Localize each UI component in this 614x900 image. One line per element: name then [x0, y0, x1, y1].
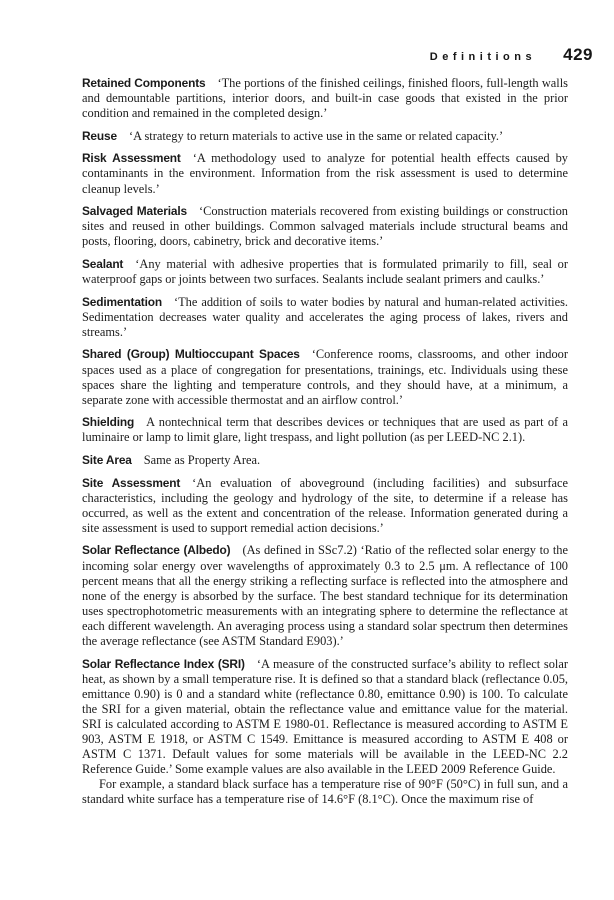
- definition-term: Sealant: [82, 256, 124, 271]
- definition-entry-salvaged-materials: [82, 204, 568, 249]
- definition-text: ‘A methodology used to analyze for potential health effects caused by contaminants in the environment. Information from the risk assessment is used to determine cleanup levels.’: [82, 151, 568, 196]
- definition-text: ‘Conference rooms, classrooms, and other indoor spaces used as a place of congregation for presentations, trainings, etc. Individuals using these spaces share the lighting and temperature controls, and they should have, at a minimum, a separate zone with accessible thermostat and an airflow control.’: [82, 347, 568, 407]
- definition-text: ‘A strategy to return materials to active use in the same or related capacity.’: [128, 128, 504, 143]
- definition-text: (As defined in SSc7.2) ‘Ratio of the reflected solar energy to the incoming solar energy over wavelengths of approximately 0.3 to 2.5 μm. A reflectance of 100 percent means that all the energy striking a reflecting surface is reflected into the atmosphere and none of the energy is absorbed by the surface. The best standard technique for its determination uses spectrophotometric measurements with an integrating sphere to determine the reflectance at each different wavelength. An averaging process using a standard solar spectrum then determines the average reflectance (see ASTM Standard E903).’: [82, 543, 568, 648]
- definition-paragraph: [82, 453, 568, 468]
- definition-paragraph: [82, 347, 568, 407]
- definition-paragraph: [82, 257, 568, 287]
- definition-entry-retained-components: [82, 76, 568, 121]
- definition-paragraph: [82, 415, 568, 445]
- definition-term: Retained Components: [82, 76, 206, 90]
- definition-entry-shared-multioccupant-spaces: [82, 347, 568, 407]
- definition-entry-site-assessment: [82, 476, 568, 536]
- definition-text: ‘Construction materials recovered from existing buildings or construction sites and reused in other buildings. Common salvaged materials include structural beams and posts, flooring, doors, cabinetry, brick and decorative items.’: [82, 204, 568, 249]
- definition-text: ‘The portions of the finished ceilings, finished floors, full-length walls and demountable partitions, interior doors, and built-in case goods that existed in the prior condition and remained in the completed design.’: [82, 76, 569, 121]
- definitions-list: [82, 76, 568, 808]
- definition-entry-sedimentation: [82, 295, 568, 340]
- definition-paragraph: [82, 543, 568, 649]
- definition-entry-sealant: [82, 257, 568, 287]
- definition-entry-shielding: [82, 415, 568, 445]
- definition-paragraph: [82, 76, 568, 121]
- page-number: 429: [563, 45, 593, 64]
- definition-term: Salvaged Materials: [82, 204, 187, 219]
- definition-term: Shared (Group) Multioccupant Spaces: [82, 347, 300, 362]
- definition-continuation-paragraph: For example, a standard black surface has a temperature rise of 90°F (50°C) in full sun, and a standard white surface has a temperature rise of 14.6°F (8.1°C). Once the maximum rise of: [82, 777, 568, 807]
- definition-text: ‘The addition of soils to water bodies by natural and human-related activities. Sedimentation decreases water quality and accelerates the aging process of lakes, rivers and streams.’: [82, 294, 568, 339]
- definition-text: ‘A measure of the constructed surface’s ability to reflect solar heat, as shown by a small temperature rise. It is defined so that a standard black (reflectance 0.05, emittance 0.90) is 0 and a standard white (reflectance 0.80, emittance 0.90) is 100. To calculate the SRI for a given material, obtain the reflectance value and emittance value for the material. SRI is calculated according to ASTM E 1980-01. Reflectance is measured according to ASTM E 903, ASTM E 1918, or ASTM C 1549. Emittance is measured according to ASTM E 408 or ASTM C 1371. Default values for some materials will be available in the LEED-NC 2.2 Reference Guide.’ Some example values are also available in the LEED 2009 Reference Guide.: [82, 656, 568, 777]
- definition-paragraph: [82, 129, 568, 144]
- definition-term: Sedimentation: [82, 294, 162, 309]
- definition-term: Site Assessment: [82, 475, 181, 490]
- running-header: [82, 45, 593, 65]
- definition-entry-solar-reflectance-index: [82, 657, 568, 808]
- section-title: Definitions: [429, 51, 537, 63]
- definition-paragraph: [82, 476, 568, 536]
- definition-entry-site-area: [82, 453, 568, 468]
- definition-entry-solar-reflectance-albedo: [82, 543, 568, 649]
- definition-paragraph: [82, 204, 568, 249]
- definition-text: ‘Any material with adhesive properties that is formulated primarily to fill, seal or waterproof gaps or joints between two surfaces. Sealants include sealant primers and caulks.’: [82, 256, 568, 287]
- definition-term: Reuse: [82, 128, 117, 143]
- definition-paragraph: [82, 657, 568, 778]
- definition-entry-reuse: [82, 129, 568, 144]
- definition-term: Site Area: [82, 452, 132, 467]
- definition-entry-risk-assessment: [82, 151, 568, 196]
- definition-paragraph: [82, 151, 568, 196]
- definition-term: Solar Reflectance (Albedo): [82, 543, 231, 558]
- definition-term: Risk Assessment: [82, 151, 181, 166]
- definition-term: Solar Reflectance Index (SRI): [82, 656, 245, 671]
- definition-text: Same as Property Area.: [143, 452, 261, 467]
- definition-text: A nontechnical term that describes devices or techniques that are used as part of a luminaire or lamp to limit glare, light trespass, and light pollution (as per LEED-NC 2.1).: [82, 415, 568, 445]
- definition-paragraph: [82, 295, 568, 340]
- definition-text: ‘An evaluation of aboveground (including facilities) and subsurface characteristics, including the geology and hydrology of the site, to determine if a release has occurred, as well as the extent and concentration of the release. Information generated during a site assessment is used to support remedial action decisions.’: [82, 475, 568, 535]
- definition-term: Shielding: [82, 415, 135, 430]
